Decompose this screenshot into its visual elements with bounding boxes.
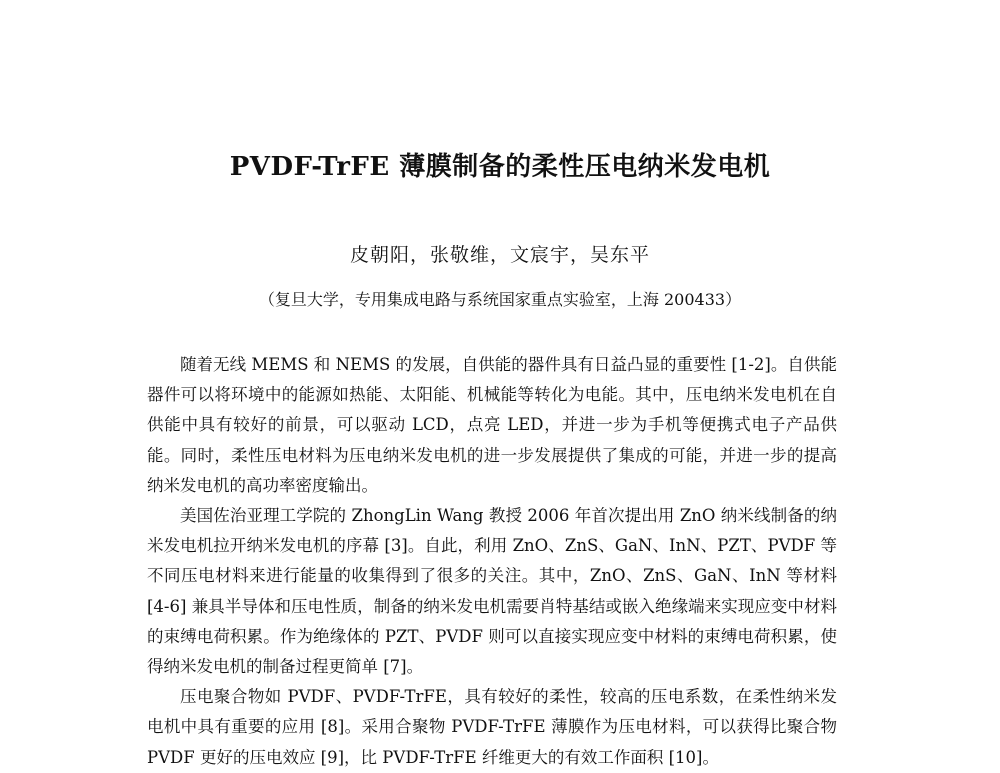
paper-title: PVDF-TrFE 薄膜制备的柔性压电纳米发电机: [229, 152, 771, 182]
paper-body: [147, 350, 837, 773]
paragraph-1: 随着无线 MEMS 和 NEMS 的发展，自供能的器件具有日益凸显的重要性 [1-2]。自供能器件可以将环境中的能源如热能、太阳能、机械能等转化为电能。其中，压电纳米发电机在自供能中具有较好的前景，可以驱动 LCD，点亮 LED，并进一步为手机等便携式电子产品供能。同时，柔性压电材料为压电纳米发电机的进一步发展提供了集成的可能，并进一步的提高纳米发电机的高功率密度输出。: [147, 355, 837, 495]
paragraph-2: 美国佐治亚理工学院的 ZhongLin Wang 教授 2006 年首次提出用 ZnO 纳米线制备的纳米发电机拉开纳米发电机的序幕 [3]。自此，利用 ZnO、ZnS、GaN、InN、PZT、PVDF 等不同压电材料来进行能量的收集得到了很多的关注。其中，ZnO、ZnS、GaN、InN 等材料 [4-6] 兼具半导体和压电性质，制备的纳米发电机需要肖特基结或嵌入绝缘端来实现应变中材料的束缚电荷积累。作为绝缘体的 PZT、PVDF 则可以直接实现应变中材料的束缚电荷积累，使得纳米发电机的制备过程更简单 [7]。: [147, 506, 837, 677]
paper-authors: 皮朝阳，张敬维，文宸宇，吴东平: [349, 244, 650, 266]
paragraph-3: 压电聚合物如 PVDF、PVDF-TrFE，具有较好的柔性，较高的压电系数，在柔性纳米发电机中具有重要的应用 [8]。采用合聚物 PVDF-TrFE 薄膜作为压电材料，可以获得比聚合物 PVDF 更好的压电效应 [9]，比 PVDF-TrFE 纤维更大的有效工作面积 [10]。: [147, 687, 837, 767]
paper-affiliation: （复旦大学，专用集成电路与系统国家重点实验室，上海 200433）: [258, 290, 742, 309]
